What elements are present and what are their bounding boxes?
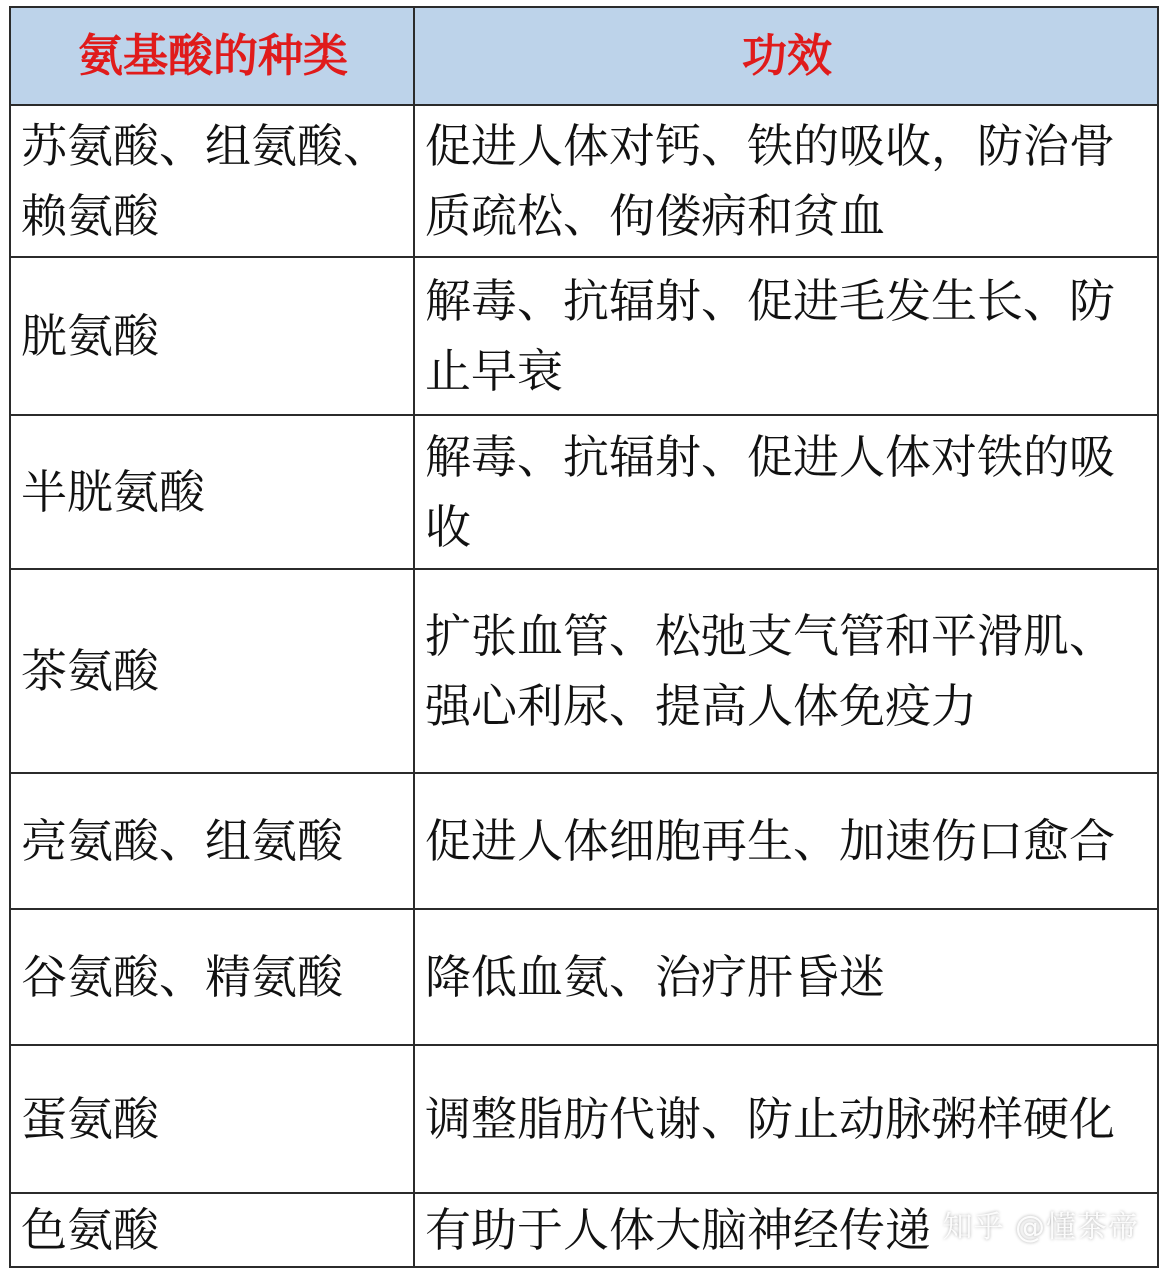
amino-acid-type-cell: 蛋氨酸 (10, 1045, 414, 1193)
effect-cell: 扩张血管、松弛支气管和平滑肌、强心利尿、提高人体免疫力 (414, 569, 1158, 773)
effect-cell: 促进人体对钙、铁的吸收，防治骨质疏松、佝偻病和贫血 (414, 105, 1158, 257)
amino-acid-type-cell: 亮氨酸、组氨酸 (10, 773, 414, 909)
amino-acid-type-cell: 胱氨酸 (10, 257, 414, 415)
table-row (10, 105, 1158, 257)
zhihu-watermark: 知乎 @懂茶帝 (942, 1210, 1139, 1245)
header-amino-acid-type: 氨基酸的种类 (10, 7, 414, 105)
amino-acid-type-cell: 苏氨酸、组氨酸、赖氨酸 (10, 105, 414, 257)
table-row (10, 909, 1158, 1045)
table-row (10, 569, 1158, 773)
effect-cell: 促进人体细胞再生、加速伤口愈合 (414, 773, 1158, 909)
table-row (10, 257, 1158, 415)
amino-acid-table-container (9, 6, 1157, 1266)
amino-acid-table (9, 6, 1159, 1268)
amino-acid-type-cell: 半胱氨酸 (10, 415, 414, 569)
amino-acid-type-cell: 谷氨酸、精氨酸 (10, 909, 414, 1045)
effect-cell: 解毒、抗辐射、促进人体对铁的吸收 (414, 415, 1158, 569)
table-row (10, 415, 1158, 569)
table-row (10, 1193, 1158, 1267)
effect-cell: 降低血氨、治疗肝昏迷 (414, 909, 1158, 1045)
effect-cell: 调整脂肪代谢、防止动脉粥样硬化 (414, 1045, 1158, 1193)
amino-acid-type-cell: 色氨酸 (10, 1193, 414, 1267)
table-row (10, 773, 1158, 909)
effect-cell: 有助于人体大脑神经传递 (414, 1193, 1158, 1267)
table-row (10, 1045, 1158, 1193)
amino-acid-type-cell: 茶氨酸 (10, 569, 414, 773)
effect-cell: 解毒、抗辐射、促进毛发生长、防止早衰 (414, 257, 1158, 415)
table-header-row (10, 7, 1158, 105)
header-effect: 功效 (414, 7, 1158, 105)
